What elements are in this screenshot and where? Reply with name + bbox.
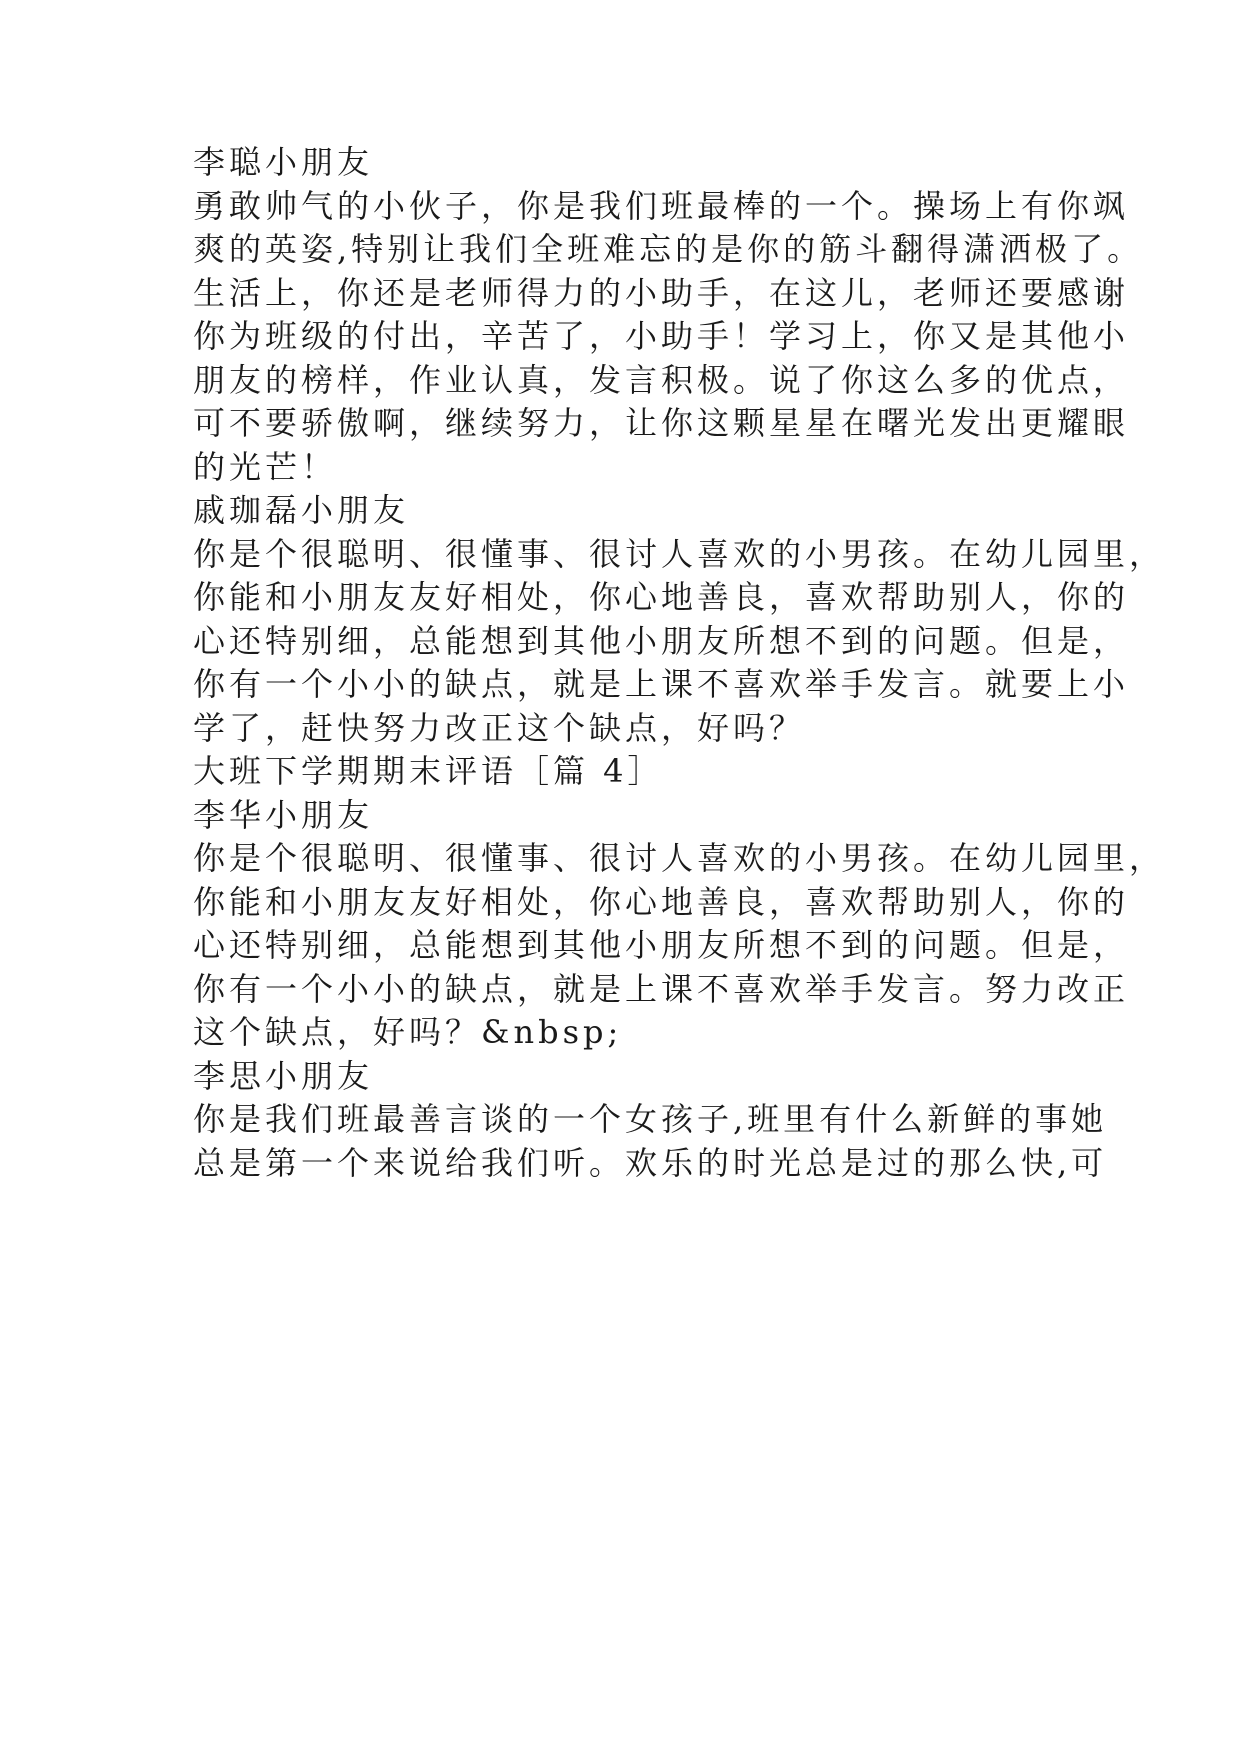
document-page (193, 141, 1166, 1185)
section-heading: 李聪小朋友 (193, 143, 374, 181)
text-line: 心还特别细，总能想到其他小朋友所想不到的问题。但是， (193, 621, 1130, 660)
text-line: 生活上，你还是老师得力的小助手，在这儿，老师还要感谢 (193, 273, 1130, 312)
text-line: 这个缺点，好吗？&nbsp; (193, 1013, 623, 1051)
text-line: 可不要骄傲啊，继续努力，让你这颗星星在曙光发出更耀眼 (193, 404, 1130, 442)
article-title: 大班下学期期末评语［篇 4］ (193, 752, 664, 790)
text-line: 你有一个小小的缺点，就是上课不喜欢举手发言。就要上小 (193, 665, 1130, 703)
text-line: 学了，赶快努力改正这个缺点，好吗？ (193, 708, 806, 747)
section-heading: 李思小朋友 (193, 1056, 374, 1095)
text-line: 你是个很聪明、很懂事、很讨人喜欢的小男孩。在幼儿园里， (193, 534, 1166, 573)
section-heading: 戚珈磊小朋友 (193, 491, 410, 529)
text-line: 你是我们班最善言谈的一个女孩子,班里有什么新鲜的事她 (193, 1100, 1108, 1138)
text-line: 你能和小朋友友好相处，你心地善良，喜欢帮助别人，你的 (193, 882, 1130, 921)
text-line: 爽的英姿,特别让我们全班难忘的是你的筋斗翻得潇洒极了。 (193, 230, 1144, 268)
text-line: 朋友的榜样，作业认真，发言积极。说了你这么多的优点， (193, 360, 1130, 399)
text-line: 你是个很聪明、很懂事、很讨人喜欢的小男孩。在幼儿园里， (193, 839, 1166, 877)
text-line: 心还特别细，总能想到其他小朋友所想不到的问题。但是， (193, 926, 1130, 964)
text-line: 的光芒！ (193, 447, 338, 486)
text-line: 总是第一个来说给我们听。欢乐的时光总是过的那么快,可 (193, 1143, 1108, 1182)
section-heading: 李华小朋友 (193, 795, 374, 834)
text-line: 你为班级的付出，辛苦了，小助手！学习上，你又是其他小 (193, 317, 1130, 355)
text-line: 你能和小朋友友好相处，你心地善良，喜欢帮助别人，你的 (193, 578, 1130, 616)
text-line: 你有一个小小的缺点，就是上课不喜欢举手发言。努力改正 (193, 969, 1130, 1008)
text-line: 勇敢帅气的小伙子，你是我们班最棒的一个。操场上有你飒 (193, 186, 1130, 225)
